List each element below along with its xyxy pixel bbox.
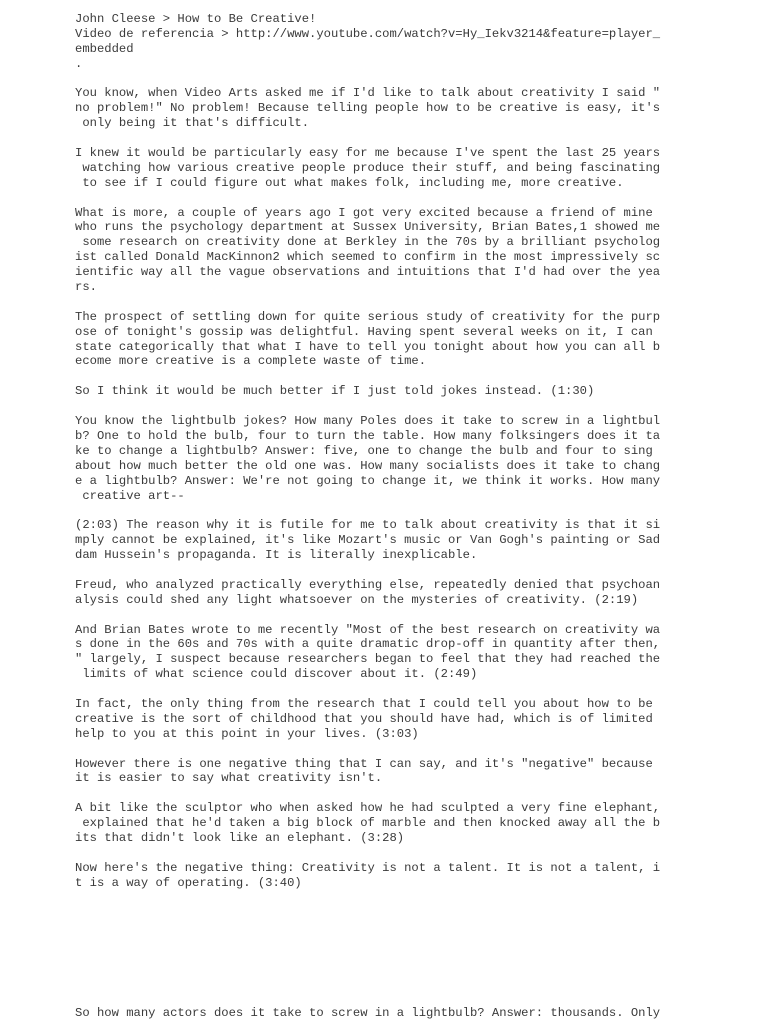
paragraph-line: The prospect of settling down for quite serious study of creativity for the purp	[75, 309, 661, 324]
paragraph-line: ecome more creative is a complete waste of time.	[75, 354, 427, 369]
paragraph-line: You know, when Video Arts asked me if I'd like to talk about creativity I said "	[75, 86, 661, 101]
paragraph-line: ist called Donald MacKinnon2 which seemed to confirm in the most impressively sc	[75, 250, 661, 265]
paragraph-line: You know the lightbulb jokes? How many Poles does it take to screw in a lightbul	[75, 414, 661, 429]
paragraph-line: t is a way of operating. (3:40)	[75, 875, 302, 890]
paragraph-line: some research on creativity done at Berkley in the 70s by a brilliant psycholog	[75, 235, 661, 250]
paragraph	[75, 310, 755, 370]
paragraph-line: s done in the 60s and 70s with a quite dramatic drop-off in quantity after then,	[75, 637, 661, 652]
paragraph-line: it is easier to say what creativity isn't.	[75, 771, 383, 786]
paragraph-line: creative is the sort of childhood that you should have had, which is of limited	[75, 711, 653, 726]
paragraph	[75, 861, 755, 891]
paragraph-line: to see if I could figure out what makes folk, including me, more creative.	[75, 175, 624, 190]
header-video-reference-cont: embedded	[75, 41, 134, 56]
paragraph-line: " largely, I suspect because researchers began to feel that they had reached the	[75, 652, 661, 667]
paragraph-line: rs.	[75, 280, 97, 295]
paragraph-line: Now here's the negative thing: Creativity is not a talent. It is not a talent, i	[75, 860, 661, 875]
paragraph	[75, 697, 755, 742]
paragraph-line: ientific way all the vague observations and intuitions that I'd had over the yea	[75, 265, 661, 280]
footer-line: So how many actors does it take to screw in a lightbulb? Answer: thousands. Only	[75, 1006, 661, 1020]
header-title: John Cleese > How to Be Creative!	[75, 12, 317, 26]
paragraph-line: creative art--	[75, 488, 185, 503]
paragraph-line: Freud, who analyzed practically everything else, repeatedly denied that psychoan	[75, 577, 661, 592]
paragraph-line: who runs the psychology department at Sussex University, Brian Bates,1 showed me	[75, 220, 661, 235]
paragraph-line: no problem!" No problem! Because telling people how to be creative is easy, it's	[75, 101, 661, 116]
paragraph-line: dam Hussein's propaganda. It is literally inexplicable.	[75, 548, 478, 563]
paragraph-line: However there is one negative thing that I can say, and it's "negative" because	[75, 756, 653, 771]
paragraph-line: its that didn't look like an elephant. (3:28)	[75, 830, 405, 845]
paragraph-line: help to you at this point in your lives. (3:03)	[75, 726, 419, 741]
paragraph-line: ke to change a lightbulb? Answer: five, one to change the bulb and four to sing	[75, 443, 653, 458]
paragraph	[75, 578, 755, 608]
paragraph	[75, 757, 755, 787]
header-dot: .	[75, 56, 83, 71]
document-body	[75, 12, 755, 891]
document-header	[75, 12, 755, 72]
paragraph-line: about how much better the old one was. How many socialists does it take to chang	[75, 458, 661, 473]
paragraph-line: only being it that's difficult.	[75, 116, 310, 131]
paragraph	[75, 384, 755, 399]
paragraph-line: b? One to hold the bulb, four to turn the table. How many folksingers does it ta	[75, 428, 661, 443]
paragraph	[75, 414, 755, 503]
paragraph-line: explained that he'd taken a big block of marble and then knocked away all the b	[75, 816, 661, 831]
paragraph-line: I knew it would be particularly easy for me because I've spent the last 25 years	[75, 146, 661, 161]
paragraph-line: And Brian Bates wrote to me recently "Most of the best research on creativity wa	[75, 622, 661, 637]
paragraph	[75, 146, 755, 191]
paragraph-line: What is more, a couple of years ago I got very excited because a friend of mine	[75, 205, 653, 220]
paragraph-line: state categorically that what I have to tell you tonight about how you can all b	[75, 339, 661, 354]
paragraph-line: limits of what science could discover about it. (2:49)	[75, 667, 478, 682]
paragraph	[75, 623, 755, 683]
paragraph-list	[75, 86, 755, 890]
paragraph-line: In fact, the only thing from the research that I could tell you about how to be	[75, 696, 653, 711]
paragraph	[75, 801, 755, 846]
paragraph-line: A bit like the sculptor who when asked how he had sculpted a very fine elephant,	[75, 801, 661, 816]
paragraph	[75, 206, 755, 295]
paragraph-line: watching how various creative people produce their stuff, and being fascinating	[75, 160, 661, 175]
paragraph-line: ose of tonight's gossip was delightful. Having spent several weeks on it, I can	[75, 324, 653, 339]
paragraph	[75, 518, 755, 563]
paragraph-line: alysis could shed any light whatsoever on the mysteries of creativity. (2:19)	[75, 592, 639, 607]
header-video-reference: Video de referencia > http://www.youtube.com/watch?v=Hy_Iekv3214&feature=player_	[75, 26, 661, 41]
paragraph	[75, 86, 755, 131]
paragraph-line: mply cannot be explained, it's like Mozart's music or Van Gogh's painting or Sad	[75, 533, 661, 548]
paragraph-line: e a lightbulb? Answer: We're not going to change it, we think it works. How many	[75, 473, 661, 488]
paragraph-line: (2:03) The reason why it is futile for me to talk about creativity is that it si	[75, 518, 661, 533]
paragraph-line: So I think it would be much better if I just told jokes instead. (1:30)	[75, 384, 595, 399]
